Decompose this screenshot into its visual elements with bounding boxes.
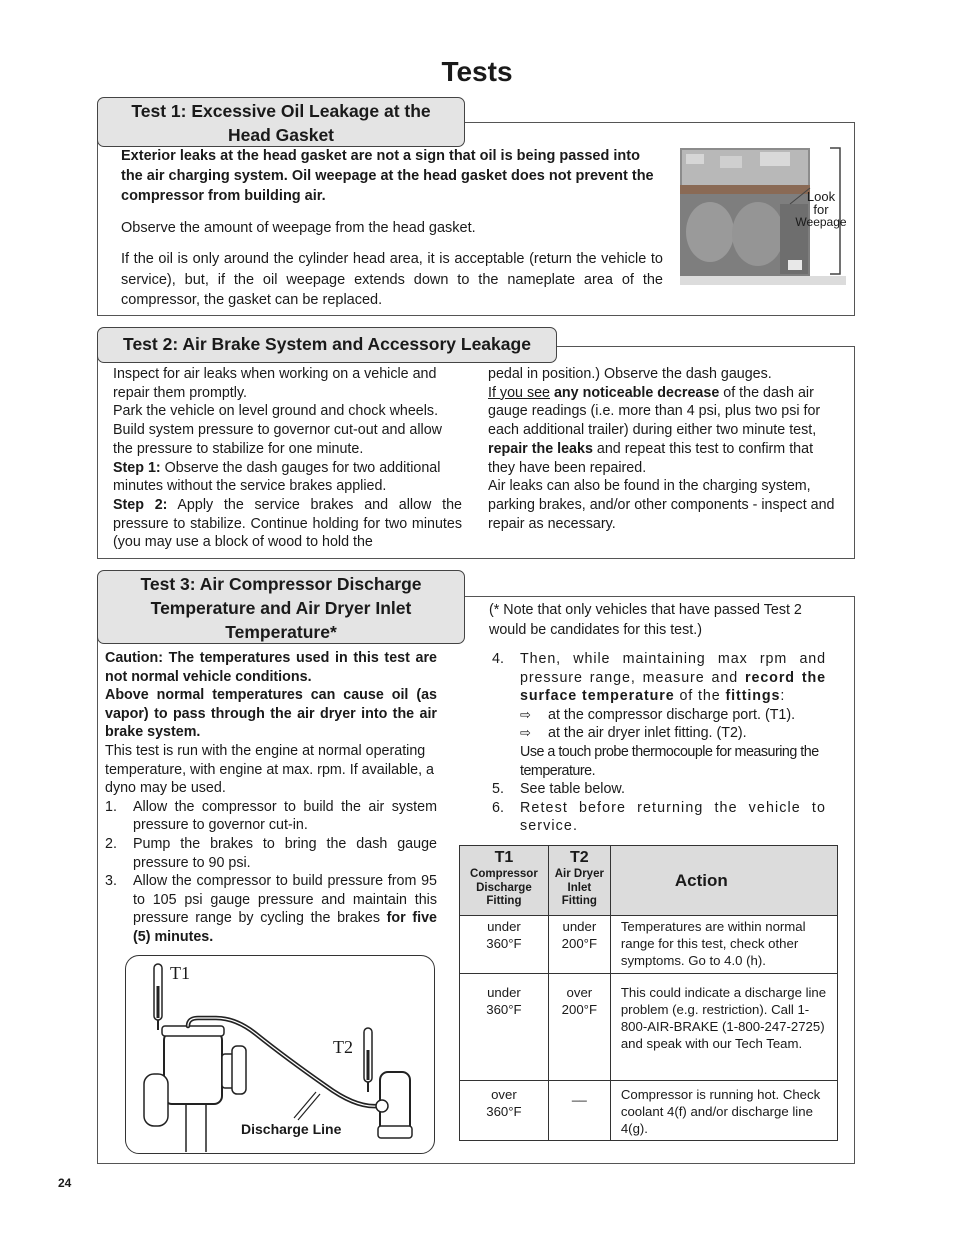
header-t2-sub: Air Dryer Inlet Fitting	[554, 868, 604, 907]
header-t1-sub: Compressor Discharge Fitting	[470, 868, 538, 907]
table-row	[460, 974, 838, 1081]
test2-left-p2: Park the vehicle on level ground and chock wheels. Build system pressure to governor cut-out and allow the pressure to stabilize for one minute.	[113, 403, 442, 457]
table-row	[460, 916, 838, 974]
test3-title-line3: Temperature*	[225, 622, 337, 642]
step6-text: Retest before returning the vehicle to service.	[520, 799, 826, 835]
cell-action: Compressor is running hot. Check coolant 4(f) and/or discharge line 4(g).	[610, 1081, 837, 1141]
test3-step-3	[105, 872, 437, 946]
test3-left-column	[105, 649, 437, 947]
test2-title-tab	[97, 327, 557, 363]
step5-number: 5.	[492, 781, 504, 798]
test3-step-1	[105, 798, 437, 835]
test2-step2	[113, 496, 462, 552]
step-number: 1.	[105, 798, 117, 815]
probe-note: Use a touch probe thermocouple for measuring the temperature.	[520, 743, 819, 779]
step-number: 3.	[105, 873, 117, 890]
cell-t2: __	[548, 1081, 610, 1141]
test2-title: Test 2: Air Brake System and Accessory Leakage	[123, 334, 531, 354]
test3-caution1: Caution: The temperatures used in this test are not normal vehicle conditions.	[105, 650, 437, 685]
table-row	[460, 1081, 838, 1141]
step2-label: Step 2:	[113, 496, 168, 513]
test3-steps-list	[105, 798, 437, 947]
hollow-arrow-icon: ⇨	[520, 706, 531, 722]
step4-text-e: :	[780, 688, 786, 705]
test3-title-line1: Test 3: Air Compressor Discharge	[140, 574, 422, 594]
step2-text: Apply the service brakes and allow the pressure to stabilize. Continue holding for two minutes (you may use a block of wood to hold the	[113, 496, 462, 551]
step-bold-text: for five (5) minutes.	[133, 910, 437, 945]
cell-t2: over 200°F	[548, 974, 610, 1081]
test3-note: (* Note that only vehicles that have passed Test 2 would be candidates for this test.)	[489, 602, 802, 638]
test3-right-steps	[492, 650, 826, 836]
right-p2-underline: If you see	[488, 384, 550, 401]
test2-left-p1: Inspect for air leaks when working on a vehicle and repair them promptly.	[113, 366, 437, 401]
test1-para2: If the oil is only around the cylinder head area, it is acceptable (return the vehicle to service), but, if the oil weepage extends down to the nameplate area of the compressor, the gasket can be replaced.	[121, 251, 663, 308]
step-number: 2.	[105, 835, 117, 852]
temperature-table	[459, 845, 838, 1141]
test3-title-line2: Temperature and Air Dryer Inlet	[150, 598, 412, 618]
compressor-icon	[144, 1026, 246, 1152]
right-p2-bold1: any noticeable decrease	[553, 384, 720, 401]
air-dryer-icon	[376, 1072, 412, 1138]
photo-label-look: Look	[806, 189, 836, 204]
right-p2-text1: of the dash air gauge readings (i.e. more than 4 psi, plus two psi for each additional trailer) during either two minute test,	[488, 384, 821, 439]
header-t1	[460, 846, 549, 916]
step4-text-c: of the	[674, 688, 726, 705]
step4-text-a: Then, while maintaining max rpm and pressure range, measure and	[520, 651, 826, 686]
step4-bullets	[492, 706, 826, 780]
header-t1-label: T1	[494, 849, 514, 866]
test1-para1: Observe the amount of weepage from the head gasket.	[121, 220, 476, 236]
bullet-t1-text: at the compressor discharge port. (T1).	[548, 706, 796, 723]
step4-text-d: fittings	[725, 688, 781, 705]
page-number: 24	[58, 1176, 72, 1190]
test2-right-p2	[488, 384, 842, 478]
cell-t1: over 360°F	[460, 1081, 549, 1141]
test2-left-column	[113, 365, 462, 552]
step4-text-b: record the surface temperature	[520, 669, 826, 705]
test1-title-line1: Test 1: Excessive Oil Leakage at the	[131, 101, 431, 121]
cell-t1: under 360°F	[460, 916, 549, 974]
test1-title-tab	[97, 97, 465, 147]
test3-step-4	[492, 650, 826, 706]
test2-right-p3: Air leaks can also be found in the charging system, parking brakes, and/or other components - inspect and repair as necessary.	[488, 478, 835, 532]
look-for-weepage-label	[786, 190, 856, 229]
header-action-label: Action	[674, 870, 728, 890]
cell-t1: under 360°F	[460, 974, 549, 1081]
test2-right-p1: pedal in position.) Observe the dash gauges.	[488, 366, 772, 382]
step-text: Allow the compressor to build the air system pressure to governor cut-in.	[133, 798, 437, 834]
bullet-t2	[520, 724, 826, 743]
right-p2-text2: and repeat this test to confirm that they have been repaired.	[488, 440, 814, 476]
step5-text: See table below.	[520, 781, 625, 798]
test1-body	[121, 146, 663, 311]
test2-right-column	[488, 365, 842, 533]
test1-title-line2: Head Gasket	[227, 125, 335, 145]
bullet-t2-text: at the air dryer inlet fitting. (T2).	[548, 725, 747, 742]
hollow-arrow-icon: ⇨	[520, 725, 531, 741]
photo-label-weepage: Weepage	[795, 215, 847, 229]
test2-step1	[113, 459, 462, 496]
header-t2-label: T2	[570, 849, 589, 866]
step1-text: Observe the dash gauges for two additional minutes without the service brakes applied.	[113, 459, 441, 495]
step1-label: Step 1:	[113, 459, 161, 476]
test3-step-5	[492, 780, 826, 799]
diagram-label-t2: T2	[333, 1037, 353, 1057]
diagram-label-discharge-line: Discharge Line	[241, 1121, 342, 1137]
test1-intro: Exterior leaks at the head gasket are not a sign that oil is being passed into the air charging system. Oil weepage at the head gasket does not prevent the compressor from building air.	[121, 148, 654, 204]
test3-step-6	[492, 799, 826, 836]
step4-number: 4.	[492, 651, 504, 667]
diagram-label-t1: T1	[170, 963, 190, 983]
step-text: Pump the brakes to bring the dash gauge pressure to 90 psi.	[133, 835, 437, 871]
test3-caution2: Above normal temperatures can cause oil (as vapor) to pass through the air dryer into the air brake system.	[105, 687, 437, 741]
step6-number: 6.	[492, 799, 504, 816]
cell-action: Temperatures are within normal range for this test, check other symptoms. Go to 4.0 (h).	[610, 916, 837, 974]
header-action	[610, 846, 837, 916]
step-text: Allow the compressor to build pressure from 95 to 105 psi gauge pressure and maintain this pressure range by cycling the brakes	[133, 873, 437, 927]
bullet-t1	[520, 706, 826, 725]
page-title: Tests	[441, 56, 513, 87]
cell-action: This could indicate a discharge line problem (e.g. restriction). Call 1-800-AIR-BRAKE (1-800-247-2725) and speak with our Tech Team.	[610, 974, 837, 1081]
photo-label-for: for	[813, 202, 829, 217]
test3-title-tab	[97, 570, 465, 644]
temperature-diagram	[125, 955, 435, 1154]
cell-t2: under 200°F	[548, 916, 610, 974]
right-p2-bold2: repair the leaks	[488, 440, 593, 457]
test3-step-2	[105, 835, 437, 872]
header-t2	[548, 846, 610, 916]
table-header-row	[460, 846, 838, 916]
test3-intro: This test is run with the engine at normal operating temperature, with engine at max. rpm. If available, a dyno may be used.	[105, 742, 434, 797]
